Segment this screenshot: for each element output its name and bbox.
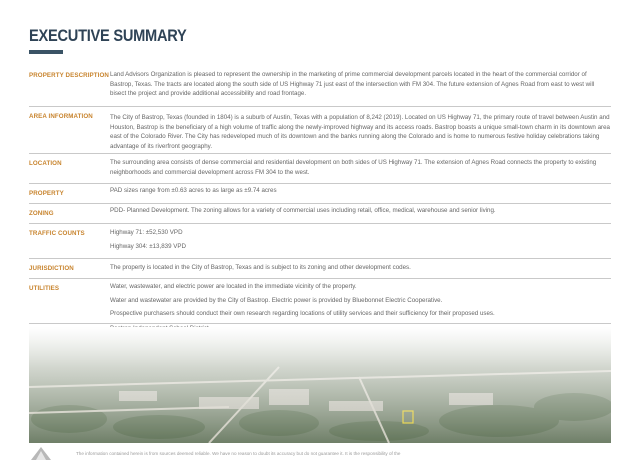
row-label-traffic-counts: TRAFFIC COUNTS xyxy=(29,230,85,237)
logo-icon xyxy=(30,446,52,460)
row-paragraph: Highway 71: ±52,530 VPD xyxy=(110,229,183,236)
title-accent-bar xyxy=(29,50,63,54)
row-property-description xyxy=(29,66,611,107)
row-zoning xyxy=(29,204,611,224)
row-label-zoning: ZONING xyxy=(29,210,54,217)
disclaimer-text: The information contained herein is from sources deemed reliable. We have no reason to doubt its accuracy but do not guarantee it. It is the responsibility of the xyxy=(76,451,401,456)
row-jurisdiction xyxy=(29,259,611,279)
row-text-location xyxy=(110,154,611,183)
row-area-information xyxy=(29,107,611,154)
row-utilities xyxy=(29,279,611,324)
summary-table xyxy=(29,66,611,342)
row-paragraph: Water, wastewater, and electric power are located in the immediate vicinity of the property. xyxy=(110,283,357,290)
row-text-jurisdiction xyxy=(110,259,611,278)
row-label-location: LOCATION xyxy=(29,160,62,167)
page-title: EXECUTIVE SUMMARY xyxy=(29,26,187,45)
row-text-utilities xyxy=(110,279,611,323)
row-label-utilities: UTILITIES xyxy=(29,285,60,292)
row-paragraph: PAD sizes range from ±0.63 acres to as large as ±9.74 acres xyxy=(110,187,277,194)
row-text-property xyxy=(110,184,611,203)
row-text-area-information xyxy=(110,107,611,153)
row-text-zoning xyxy=(110,204,611,223)
row-text-property-description xyxy=(110,66,611,106)
row-paragraph: The property is located in the City of Bastrop, Texas and is subject to its zoning and other development codes. xyxy=(110,264,411,271)
row-property xyxy=(29,184,611,204)
row-label-jurisdiction: JURISDICTION xyxy=(29,265,74,272)
row-location xyxy=(29,154,611,184)
row-label-property-description: PROPERTY DESCRIPTION xyxy=(29,72,109,79)
row-paragraph: Highway 304: ±13,839 VPD xyxy=(110,242,186,250)
row-paragraph: Prospective purchasers should conduct their own research regarding locations of utility services and their sufficiency for their proposed uses. xyxy=(110,310,495,318)
row-paragraph: Land Advisors Organization is pleased to represent the ownership in the marketing of prime commercial development parcels located in the heart of the commercial corridor of Bastrop, Texas. The tracts are located along the south side of US Highway 71 just east of the intersection with FM 304. The future extension of Agnes Road from east to west will bisect the project and provide additional accessibility and road frontage. xyxy=(110,71,595,98)
aerial-photo xyxy=(29,327,611,443)
row-traffic-counts xyxy=(29,224,611,259)
row-paragraph: The surrounding area consists of dense commercial and residential development on both sides of US Highway 71. The extension of Agnes Road connects the property to existing neighborhoods and commercial development across FM 304 to the west. xyxy=(110,159,597,176)
row-label-area-information: AREA INFORMATION xyxy=(29,113,93,120)
row-text-traffic-counts xyxy=(110,224,611,258)
row-paragraph: The City of Bastrop, Texas (founded in 1804) is a suburb of Austin, Texas with a population of 8,242 (2019). Located on US Highway 71, the primary route of travel between Austin and Houston, Bastrop is the beneficiary of a high volume of traffic along the newly-improved highway and its access roads. Bastrop boasts a unique small-town charm in its downtown area east of the Colorado River. The City has redeveloped much of its downtown and the banks running along the Colorado and is home to numerous festive holiday celebrations taking advantage of its riverfront geography. xyxy=(110,114,610,150)
row-label-property: PROPERTY xyxy=(29,190,64,197)
row-paragraph: Water and wastewater are provided by the City of Bastrop. Electric power is provided by Bluebonnet Electric Cooperative. xyxy=(110,296,443,304)
row-paragraph: PDD- Planned Development. The zoning allows for a variety of commercial uses including retail, office, medical, warehouse and senior living. xyxy=(110,207,496,214)
